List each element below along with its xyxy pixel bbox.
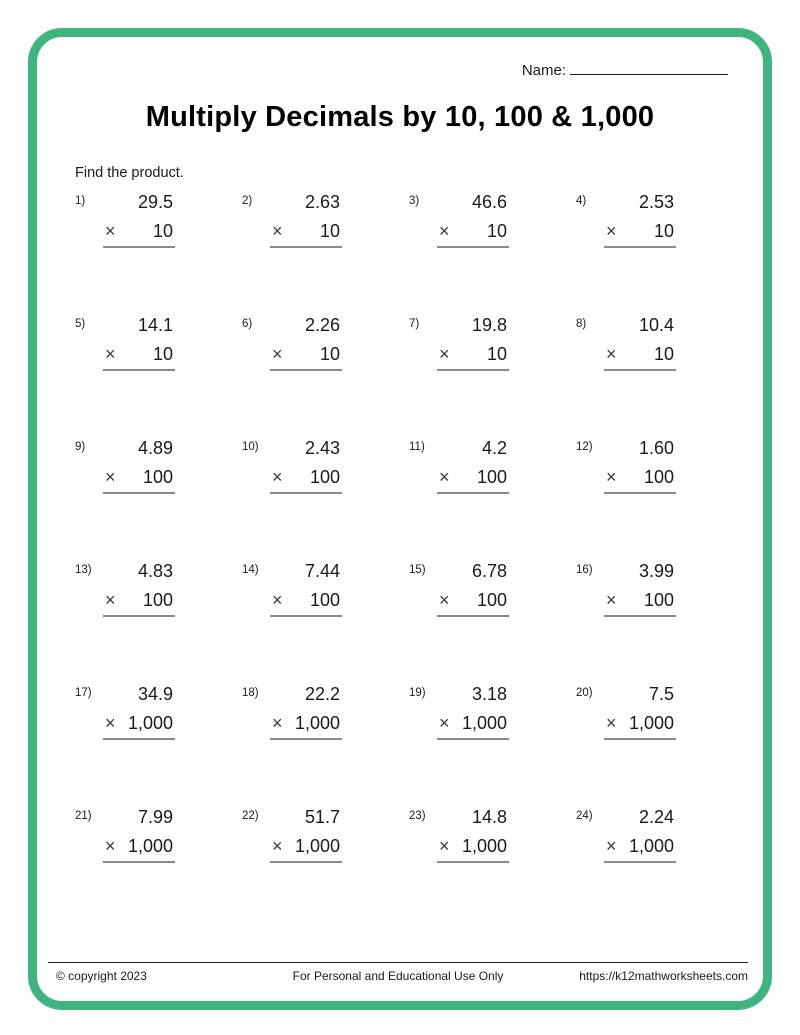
- problem: [75, 807, 242, 930]
- answer-line[interactable]: [103, 492, 175, 494]
- problem-stack: [604, 192, 676, 248]
- multiply-icon: ×: [606, 589, 617, 610]
- problem-number: 22): [242, 810, 259, 822]
- problem-operand: 10.4: [638, 315, 674, 335]
- problem-operand: 4.83: [137, 561, 173, 581]
- problem-stack: [437, 315, 509, 371]
- multiply-icon: ×: [439, 589, 450, 610]
- answer-line[interactable]: [103, 861, 175, 863]
- problem-multiplier-row: [103, 221, 175, 242]
- answer-line[interactable]: [103, 738, 175, 740]
- problem-multiplier-row: [437, 713, 509, 734]
- problem-multiplier: 1,000: [628, 712, 674, 733]
- multiply-icon: ×: [439, 466, 450, 487]
- problem: [576, 807, 743, 930]
- problem-multiplier-row: [103, 344, 175, 365]
- problem-multiplier: 1,000: [461, 712, 507, 733]
- answer-line[interactable]: [604, 738, 676, 740]
- problem-multiplier: 100: [309, 589, 340, 610]
- multiply-icon: ×: [439, 835, 450, 856]
- problem-stack: [437, 807, 509, 863]
- problem-stack: [437, 684, 509, 740]
- problem-multiplier-row: [437, 836, 509, 857]
- problem-stack: [270, 684, 342, 740]
- problem-stack: [437, 561, 509, 617]
- problem-number: 10): [242, 441, 259, 453]
- multiply-icon: ×: [272, 589, 283, 610]
- instruction-text: Find the product.: [75, 165, 184, 181]
- problem-operand: 2.24: [638, 807, 674, 827]
- answer-line[interactable]: [604, 246, 676, 248]
- problem: [409, 684, 576, 807]
- answer-line[interactable]: [604, 369, 676, 371]
- problem-multiplier-row: [437, 590, 509, 611]
- problem-number: 24): [576, 810, 593, 822]
- problem: [75, 192, 242, 315]
- problem: [242, 807, 409, 930]
- multiply-icon: ×: [105, 343, 116, 364]
- problem: [576, 192, 743, 315]
- problem-multiplier-row: [270, 713, 342, 734]
- problem-number: 14): [242, 564, 259, 576]
- problem-number: 18): [242, 687, 259, 699]
- problem-multiplier-row: [103, 590, 175, 611]
- problem-stack: [103, 438, 175, 494]
- problem-number: 8): [576, 318, 587, 330]
- name-row: [522, 60, 728, 79]
- problem-multiplier: 10: [152, 343, 173, 364]
- problem-multiplier-row: [437, 221, 509, 242]
- problem: [409, 561, 576, 684]
- problem-stack: [270, 807, 342, 863]
- problem-number: 21): [75, 810, 92, 822]
- problem-multiplier: 10: [653, 343, 674, 364]
- problem-operand: 4.2: [481, 438, 507, 458]
- multiply-icon: ×: [606, 220, 617, 241]
- problem: [576, 438, 743, 561]
- footer-copyright: © copyright 2023: [56, 969, 147, 983]
- answer-line[interactable]: [604, 615, 676, 617]
- multiply-icon: ×: [606, 343, 617, 364]
- problem-number: 2): [242, 195, 253, 207]
- problem: [409, 438, 576, 561]
- problem-multiplier-row: [103, 713, 175, 734]
- answer-line[interactable]: [437, 369, 509, 371]
- problem-multiplier-row: [604, 221, 676, 242]
- multiply-icon: ×: [272, 835, 283, 856]
- problem-stack: [103, 192, 175, 248]
- problem-stack: [103, 684, 175, 740]
- problem-number: 11): [409, 441, 425, 453]
- problem-multiplier-row: [270, 590, 342, 611]
- problem-multiplier: 10: [486, 343, 507, 364]
- problem-multiplier: 10: [653, 220, 674, 241]
- problem-multiplier: 100: [309, 466, 340, 487]
- footer-url[interactable]: https://k12mathworksheets.com: [579, 969, 748, 983]
- problem: [242, 315, 409, 438]
- problem: [409, 315, 576, 438]
- problem-number: 13): [75, 564, 92, 576]
- problem-number: 20): [576, 687, 593, 699]
- problem-multiplier: 1,000: [127, 712, 173, 733]
- problem: [75, 315, 242, 438]
- problem-stack: [103, 807, 175, 863]
- problem: [75, 561, 242, 684]
- problem-multiplier: 100: [476, 589, 507, 610]
- answer-line[interactable]: [270, 615, 342, 617]
- problem-operand: 7.99: [137, 807, 173, 827]
- problem: [409, 807, 576, 930]
- problem-stack: [437, 438, 509, 494]
- problem-number: 17): [75, 687, 92, 699]
- multiply-icon: ×: [105, 712, 116, 733]
- answer-line[interactable]: [437, 738, 509, 740]
- problem-operand: 2.63: [304, 192, 340, 212]
- problem: [409, 192, 576, 315]
- answer-line[interactable]: [437, 615, 509, 617]
- problem: [576, 684, 743, 807]
- problem-number: 15): [409, 564, 426, 576]
- problem-multiplier: 1,000: [127, 835, 173, 856]
- problem-multiplier: 1,000: [294, 835, 340, 856]
- footer: [48, 969, 748, 985]
- problem-stack: [270, 315, 342, 371]
- multiply-icon: ×: [105, 589, 116, 610]
- problem: [242, 561, 409, 684]
- problem-multiplier: 100: [142, 589, 173, 610]
- footer-divider: [48, 962, 748, 963]
- problem-operand: 34.9: [137, 684, 173, 704]
- problem-operand: 2.26: [304, 315, 340, 335]
- problem-stack: [437, 192, 509, 248]
- problem-number: 3): [409, 195, 420, 207]
- answer-line[interactable]: [604, 492, 676, 494]
- page-title: Multiply Decimals by 10, 100 & 1,000: [145, 101, 655, 133]
- problem-multiplier-row: [270, 344, 342, 365]
- multiply-icon: ×: [105, 466, 116, 487]
- multiply-icon: ×: [105, 220, 116, 241]
- answer-line[interactable]: [437, 492, 509, 494]
- problem-number: 9): [75, 441, 86, 453]
- answer-line[interactable]: [437, 246, 509, 248]
- answer-line[interactable]: [103, 615, 175, 617]
- problem: [242, 684, 409, 807]
- problem-multiplier-row: [604, 467, 676, 488]
- problem-multiplier-row: [604, 344, 676, 365]
- multiply-icon: ×: [606, 712, 617, 733]
- problem-number: 12): [576, 441, 593, 453]
- answer-line[interactable]: [103, 369, 175, 371]
- problem-operand: 1.60: [638, 438, 674, 458]
- problem: [75, 438, 242, 561]
- name-label: Name:: [521, 62, 566, 79]
- footer-usage: For Personal and Educational Use Only: [292, 969, 504, 983]
- problem-multiplier-row: [103, 467, 175, 488]
- problem-number: 23): [409, 810, 426, 822]
- problem-stack: [103, 561, 175, 617]
- problem-multiplier: 100: [142, 466, 173, 487]
- problem-multiplier-row: [604, 713, 676, 734]
- problem-stack: [270, 192, 342, 248]
- problem-stack: [270, 438, 342, 494]
- multiply-icon: ×: [272, 343, 283, 364]
- problem-multiplier: 10: [319, 343, 340, 364]
- problem: [75, 684, 242, 807]
- problem-multiplier-row: [604, 590, 676, 611]
- problem-number: 5): [75, 318, 86, 330]
- problem: [242, 192, 409, 315]
- problem-number: 7): [409, 318, 420, 330]
- problem-multiplier-row: [437, 467, 509, 488]
- problem-operand: 14.8: [471, 807, 507, 827]
- problem-operand: 6.78: [471, 561, 507, 581]
- problem-multiplier: 10: [152, 220, 173, 241]
- problem-operand: 29.5: [137, 192, 173, 212]
- problem-multiplier: 100: [476, 466, 507, 487]
- problem-multiplier-row: [270, 221, 342, 242]
- problems-grid: [75, 192, 743, 930]
- multiply-icon: ×: [272, 466, 283, 487]
- answer-line[interactable]: [270, 246, 342, 248]
- problem-operand: 14.1: [137, 315, 173, 335]
- multiply-icon: ×: [439, 220, 450, 241]
- problem-multiplier: 1,000: [628, 835, 674, 856]
- problem-operand: 2.53: [638, 192, 674, 212]
- problem-multiplier-row: [437, 344, 509, 365]
- answer-line[interactable]: [270, 738, 342, 740]
- problem-multiplier-row: [604, 836, 676, 857]
- problem-multiplier: 10: [486, 220, 507, 241]
- answer-line[interactable]: [270, 861, 342, 863]
- answer-line[interactable]: [270, 492, 342, 494]
- problem-operand: 4.89: [137, 438, 173, 458]
- problem-multiplier: 10: [319, 220, 340, 241]
- answer-line[interactable]: [604, 861, 676, 863]
- problem-stack: [270, 561, 342, 617]
- problem-multiplier-row: [103, 836, 175, 857]
- multiply-icon: ×: [272, 220, 283, 241]
- multiply-icon: ×: [606, 466, 617, 487]
- problem-multiplier: 1,000: [294, 712, 340, 733]
- problem-stack: [604, 561, 676, 617]
- multiply-icon: ×: [272, 712, 283, 733]
- answer-line[interactable]: [437, 861, 509, 863]
- problem-operand: 46.6: [471, 192, 507, 212]
- problem-operand: 51.7: [304, 807, 340, 827]
- problem-multiplier: 100: [643, 589, 674, 610]
- problem-multiplier: 1,000: [461, 835, 507, 856]
- problem-operand: 7.44: [304, 561, 340, 581]
- answer-line[interactable]: [103, 246, 175, 248]
- problem-number: 4): [576, 195, 587, 207]
- multiply-icon: ×: [606, 835, 617, 856]
- problem-multiplier-row: [270, 467, 342, 488]
- answer-line[interactable]: [270, 369, 342, 371]
- problem-number: 6): [242, 318, 253, 330]
- problem-number: 19): [409, 687, 426, 699]
- problem-stack: [103, 315, 175, 371]
- problem: [242, 438, 409, 561]
- multiply-icon: ×: [439, 343, 450, 364]
- problem-operand: 7.5: [648, 684, 674, 704]
- problem-operand: 2.43: [304, 438, 340, 458]
- problem-stack: [604, 807, 676, 863]
- problem-stack: [604, 684, 676, 740]
- problem-operand: 3.99: [638, 561, 674, 581]
- name-blank-line[interactable]: [570, 60, 728, 75]
- problem-stack: [604, 438, 676, 494]
- problem-stack: [604, 315, 676, 371]
- multiply-icon: ×: [105, 835, 116, 856]
- problem-operand: 19.8: [471, 315, 507, 335]
- multiply-icon: ×: [439, 712, 450, 733]
- problem-number: 1): [75, 195, 86, 207]
- problem-multiplier: 100: [643, 466, 674, 487]
- problem-operand: 3.18: [471, 684, 507, 704]
- problem-operand: 22.2: [304, 684, 340, 704]
- problem: [576, 315, 743, 438]
- problem-number: 16): [576, 564, 593, 576]
- problem: [576, 561, 743, 684]
- problem-multiplier-row: [270, 836, 342, 857]
